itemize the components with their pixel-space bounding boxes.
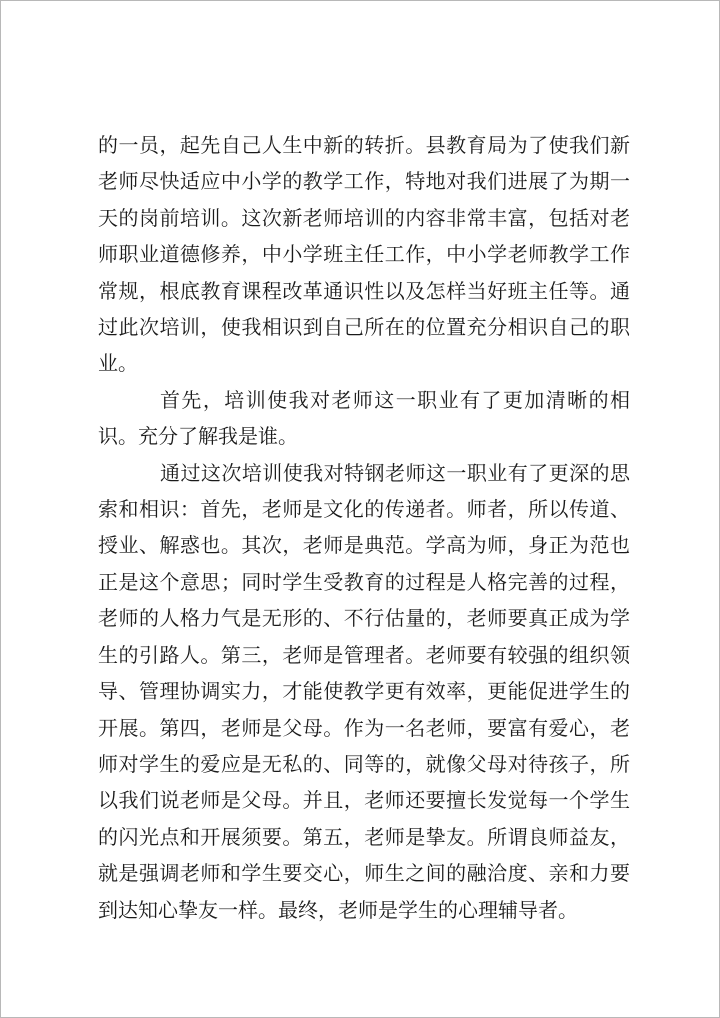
- paragraph-2: 首先，培训使我对老师这一职业有了更加清晰的相识。充分了解我是谁。: [98, 387, 630, 449]
- paragraph-1: 的一员，起先自己人生中新的转折。县教育局为了使我们新老师尽快适应中小学的教学工作，特地对我们进展了为期一天的岗前培训。这次新老师培训的内容非常丰富，包括对老师职业道德修养，中小学班主任工作，中小学老师教学工作常规，根底教育课程改革通识性以及怎样当好班主任等。通过此次培训，使我相识到自己所在的位置充分相识自己的职业。: [98, 133, 630, 376]
- document-body: [98, 127, 630, 928]
- paragraph-3: 通过这次培训使我对特钢老师这一职业有了更深的思索和相识：首先，老师是文化的传递者。师者，所以传道、授业、解惑也。其次，老师是典范。学高为师，身正为范也正是这个意思；同时学生受教育的过程是人格完善的过程，老师的人格力气是无形的、不行估量的，老师要真正成为学生的引路人。第三，老师是管理者。老师要有较强的组织领导、管理协调实力，才能使教学更有效率，更能促进学生的开展。第四，老师是父母。作为一名老师，要富有爱心，老师对学生的爱应是无私的、同等的，就像父母对待孩子，所以我们说老师是父母。并且，老师还要擅长发觉每一个学生的闪光点和开展须要。第五，老师是挚友。所谓良师益友，就是强调老师和学生要交心，师生之间的融洽度、亲和力要到达知心挚友一样。最终，老师是学生的心理辅导者。: [98, 460, 630, 922]
